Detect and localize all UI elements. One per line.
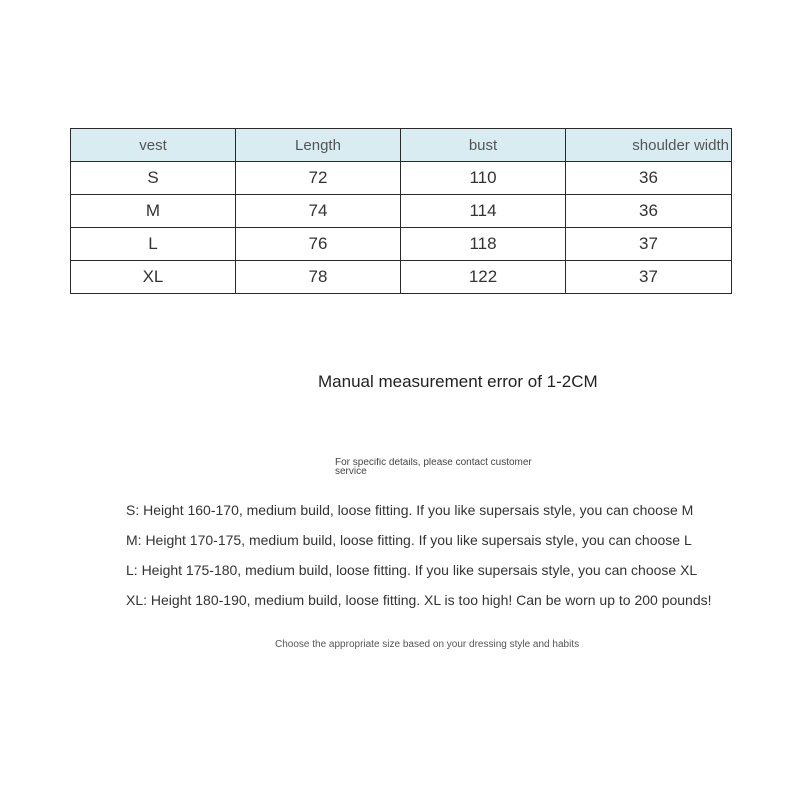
table-row [71,195,732,228]
cell-length: 74 [236,195,401,228]
cell-shoulder: 36 [566,162,732,195]
size-recommendation-s: S: Height 160-170, medium build, loose fitting. If you like supersais style, you can choose M [126,502,694,518]
header-vest: vest [71,129,236,162]
size-recommendation-l: L: Height 175-180, medium build, loose fitting. If you like supersais style, you can choose XL [126,562,698,578]
cell-length: 72 [236,162,401,195]
cell-size: XL [71,261,236,294]
size-recommendation-xl: XL: Height 180-190, medium build, loose fitting. XL is too high! Can be worn up to 200 pounds! [126,592,712,608]
table-header-row [71,129,732,162]
measurement-error-note: Manual measurement error of 1-2CM [318,372,598,391]
size-recommendation-m: M: Height 170-175, medium build, loose fitting. If you like supersais style, you can choose L [126,532,692,548]
cell-bust: 114 [401,195,566,228]
choose-size-note: Choose the appropriate size based on your dressing style and habits [275,639,580,650]
cell-length: 76 [236,228,401,261]
cell-bust: 118 [401,228,566,261]
cell-shoulder: 37 [566,261,732,294]
size-chart-table [70,128,732,294]
header-shoulder-width: shoulder width [566,129,732,162]
header-bust: bust [401,129,566,162]
table-row [71,261,732,294]
table-row [71,228,732,261]
cell-shoulder: 37 [566,228,732,261]
cell-bust: 110 [401,162,566,195]
header-length: Length [236,129,401,162]
table-row [71,162,732,195]
cell-shoulder: 36 [566,195,732,228]
cell-size: S [71,162,236,195]
cell-size: L [71,228,236,261]
cell-length: 78 [236,261,401,294]
cell-bust: 122 [401,261,566,294]
cell-size: M [71,195,236,228]
contact-customer-service-note: For specific details, please contact customer service [335,458,532,476]
